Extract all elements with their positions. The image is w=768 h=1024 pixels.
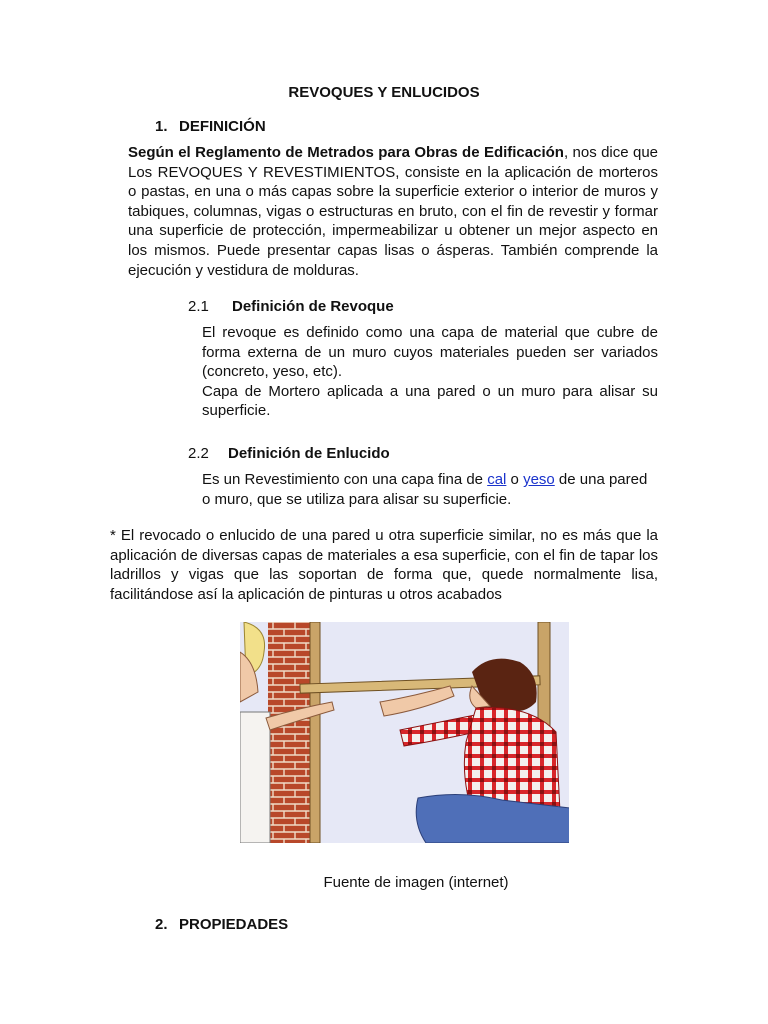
subsection-2-1-title: Definición de Revoque (232, 298, 394, 315)
subsection-2-2-title: Definición de Enlucido (228, 445, 390, 462)
enlucido-text-c: de una pared o muro, que se utiliza para alisar su superficie. (202, 471, 648, 508)
section-2-heading (155, 916, 288, 933)
section-1-title: DEFINICIÓN (179, 118, 266, 135)
cal-link[interactable]: cal (487, 471, 507, 488)
regulation-reference: Según el Reglamento de Metrados para Obras de Edificación (128, 144, 564, 161)
subsection-2-2-heading (188, 445, 390, 462)
subsection-2-1-heading (188, 298, 394, 315)
section-1-heading (155, 118, 266, 135)
plastering-illustration (240, 622, 569, 843)
subsection-2-2-number: 2.2 (188, 445, 209, 462)
document-title: REVOQUES Y ENLUCIDOS (288, 84, 480, 101)
revoque-definition (202, 323, 658, 421)
definition-text: , nos dice que Los REVOQUES Y REVESTIMIENTOS, consiste en la aplicación de morteros o pastas, en una o más capas sobre la superficie exterior o interior de muros y tabiques, columnas, vigas o estructuras en bruto, con el fin de revestir y formar una superficie de protección, impermeabilizar u obtener un mejor aspecto en los mismos. Puede presentar capas lisas o ásperas. También comprende la ejecución y vestidura de molduras. (128, 144, 658, 279)
subsection-2-1-number: 2.1 (188, 298, 209, 315)
definition-paragraph (128, 143, 658, 280)
section-2-title: PROPIEDADES (179, 916, 289, 933)
enlucido-text-b: o (506, 471, 524, 488)
revoque-text-1: El revoque es definido como una capa de material que cubre de forma externa de un muro cuyos materiales pueden ser variados (concreto, yeso, etc). (202, 324, 658, 381)
revoque-text-2: Capa de Mortero aplicada a una pared o un muro para alisar su superficie. (202, 382, 658, 420)
image-caption: Fuente de imagen (internet) (323, 874, 509, 891)
enlucido-text-a: Es un Revestimiento con una capa fina de (202, 471, 488, 488)
workers-measuring-wall-drawing (240, 622, 569, 843)
yeso-link[interactable]: yeso (523, 471, 555, 488)
enlucido-definition (202, 470, 658, 509)
section-1-number: 1. (155, 118, 168, 135)
section-2-number: 2. (155, 916, 168, 933)
note-paragraph: * El revocado o enlucido de una pared u otra superficie similar, no es más que la aplicación de diversas capas de materiales a esa superficie, con el fin de tapar los ladrillos y vigas que las soportan de forma que, quede normalmente lisa, facilitándose así la aplicación de pinturas u otros acabados (110, 527, 658, 603)
